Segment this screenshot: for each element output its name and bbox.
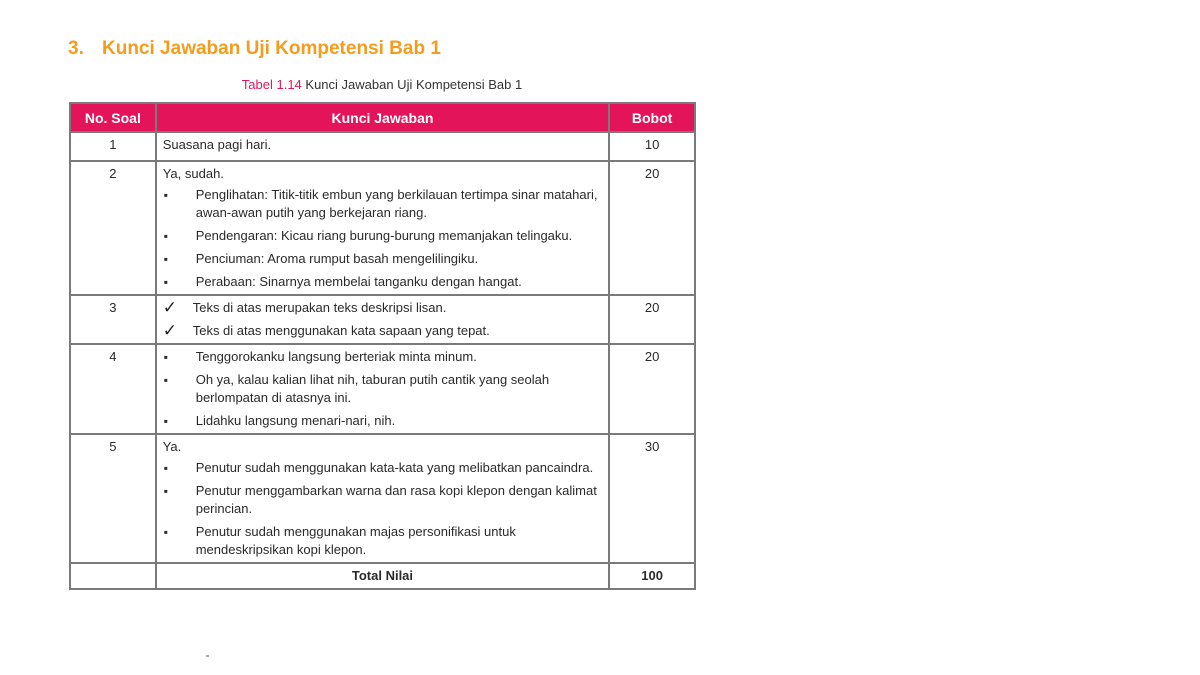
checkmark-icon: ✓ xyxy=(162,321,177,340)
bullet-item xyxy=(163,371,602,407)
answer-lead: Suasana pagi hari. xyxy=(162,137,272,152)
section-heading xyxy=(68,38,441,60)
question-number: 4 xyxy=(70,344,156,434)
bullet-item xyxy=(163,227,602,245)
header-bobot: Bobot xyxy=(609,103,695,132)
list-item-text: Lidahku langsung menari-nari, nih. xyxy=(195,413,396,428)
bobot-value: 20 xyxy=(609,161,695,295)
answer-cell xyxy=(156,295,609,344)
answer-cell xyxy=(156,344,609,434)
bullet-icon: ▪ xyxy=(163,373,168,387)
list-item-text: Oh ya, kalau kalian lihat nih, taburan putih cantik yang seolah berlompatan di atasnya ini. xyxy=(195,372,550,405)
checkmark-icon: ✓ xyxy=(162,298,177,317)
table-row xyxy=(70,132,695,161)
table-row xyxy=(70,344,695,434)
bullet-icon: ▪ xyxy=(163,252,168,266)
table-caption xyxy=(0,77,764,92)
bobot-value: 30 xyxy=(609,434,695,563)
total-value: 100 xyxy=(609,563,695,589)
stray-mark xyxy=(206,655,209,657)
header-kunci-jawaban: Kunci Jawaban xyxy=(156,103,609,132)
bullet-icon: ▪ xyxy=(163,461,168,475)
table-body xyxy=(70,132,695,563)
bullet-icon: ▪ xyxy=(163,525,168,539)
answer-lead: Ya. xyxy=(162,439,182,454)
bullet-list xyxy=(163,348,602,430)
list-item-text: Teks di atas menggunakan kata sapaan yang tepat. xyxy=(192,323,490,338)
question-number: 2 xyxy=(70,161,156,295)
bullet-item xyxy=(163,186,602,222)
list-item-text: Penglihatan: Titik-titik embun yang berkilauan tertimpa sinar matahari, awan-awan putih yang berkejaran riang. xyxy=(195,187,598,220)
section-title: Kunci Jawaban Uji Kompetensi Bab 1 xyxy=(102,38,441,59)
bullet-icon: ▪ xyxy=(163,188,168,202)
answer-lead: Ya, sudah. xyxy=(162,166,224,181)
bobot-value: 20 xyxy=(609,344,695,434)
bullet-item xyxy=(163,482,602,518)
bullet-item xyxy=(163,273,602,291)
table-header-row xyxy=(70,103,695,132)
list-item-text: Penutur sudah menggunakan majas personifikasi untuk mendeskripsikan kopi klepon. xyxy=(195,524,516,557)
check-item xyxy=(163,299,602,317)
table-row xyxy=(70,295,695,344)
list-item-text: Teks di atas merupakan teks deskripsi lisan. xyxy=(192,300,447,315)
bullet-icon: ▪ xyxy=(163,484,168,498)
list-item-text: Tenggorokanku langsung berteriak minta minum. xyxy=(195,349,477,364)
list-item-text: Perabaan: Sinarnya membelai tanganku dengan hangat. xyxy=(195,274,522,289)
bullet-item xyxy=(163,523,602,559)
total-empty-cell xyxy=(70,563,156,589)
bullet-icon: ▪ xyxy=(163,414,168,428)
bullet-icon: ▪ xyxy=(163,275,168,289)
total-row xyxy=(70,563,695,589)
bullet-item xyxy=(163,459,602,477)
total-label: Total Nilai xyxy=(156,563,609,589)
header-no-soal: No. Soal xyxy=(70,103,156,132)
bullet-icon: ▪ xyxy=(163,350,168,364)
bullet-icon: ▪ xyxy=(163,229,168,243)
bullet-list xyxy=(163,459,602,559)
answer-cell xyxy=(156,132,609,161)
question-number: 5 xyxy=(70,434,156,563)
table-caption-tag: Tabel 1.14 xyxy=(241,77,302,92)
bobot-value: 20 xyxy=(609,295,695,344)
bobot-value: 10 xyxy=(609,132,695,161)
table-row xyxy=(70,161,695,295)
list-item-text: Penutur menggambarkan warna dan rasa kopi klepon dengan kalimat perincian. xyxy=(195,483,597,516)
table-caption-text: Kunci Jawaban Uji Kompetensi Bab 1 xyxy=(305,77,523,92)
list-item-text: Pendengaran: Kicau riang burung-burung memanjakan telingaku. xyxy=(195,228,573,243)
question-number: 1 xyxy=(70,132,156,161)
bullet-item xyxy=(163,348,602,366)
question-number: 3 xyxy=(70,295,156,344)
bullet-item xyxy=(163,412,602,430)
list-item-text: Penciuman: Aroma rumput basah mengelilingiku. xyxy=(195,251,479,266)
section-number: 3. xyxy=(68,38,84,59)
bullet-list xyxy=(163,186,602,291)
check-list xyxy=(163,299,602,340)
table-row xyxy=(70,434,695,563)
answer-cell xyxy=(156,434,609,563)
bullet-item xyxy=(163,250,602,268)
list-item-text: Penutur sudah menggunakan kata-kata yang melibatkan pancaindra. xyxy=(195,460,594,475)
answer-key-table xyxy=(69,102,696,590)
answer-cell xyxy=(156,161,609,295)
check-item xyxy=(163,322,602,340)
